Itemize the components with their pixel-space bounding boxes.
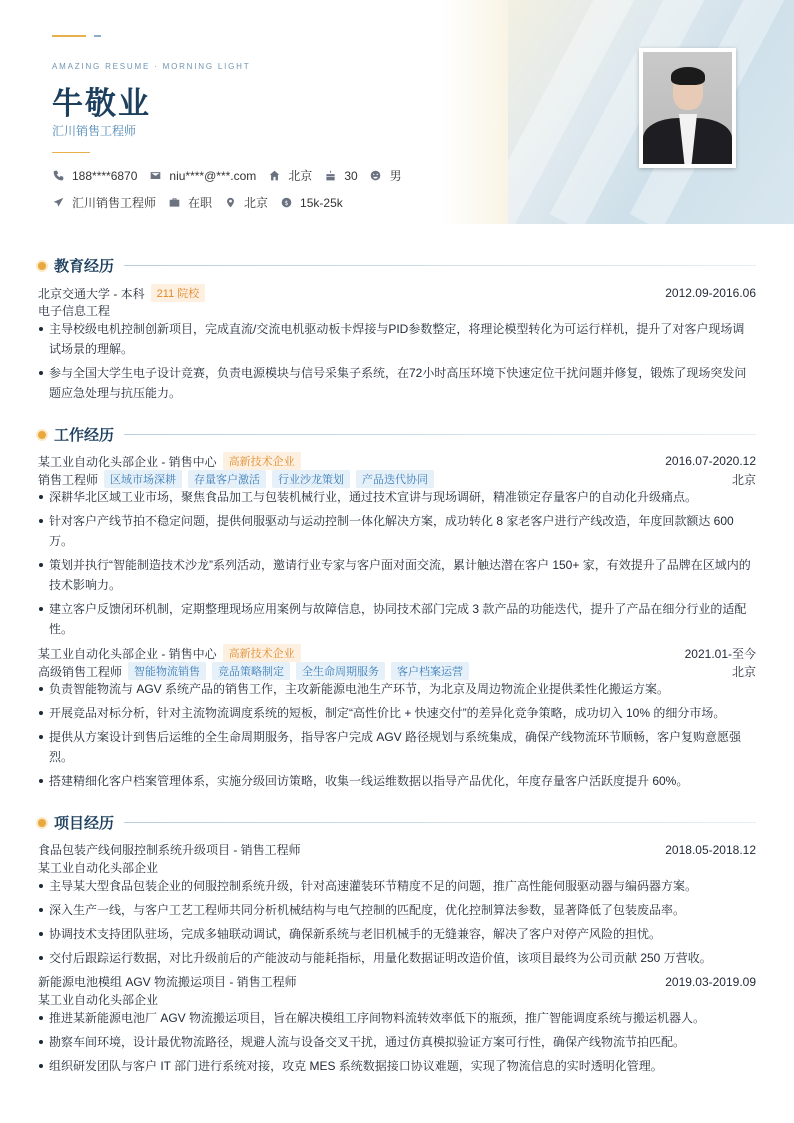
target-city-text: 北京	[244, 196, 269, 210]
skill-tag: 区域市场深耕	[104, 470, 182, 488]
avatar	[643, 52, 732, 164]
work-date: 2021.01-至今	[684, 646, 756, 661]
project-title: 新能源电池模组 AGV 物流搬运项目 - 销售工程师	[38, 975, 297, 989]
section-rule	[124, 822, 756, 823]
education-date: 2012.09-2016.06	[665, 286, 756, 300]
candidate-name: 牛敬业	[52, 86, 151, 121]
target-role-text: 汇川销售工程师	[72, 196, 157, 210]
list-item: 开展竞品对标分析，针对主流物流调度系统的短板，制定“高性价比 + 快速交付”的差异化竞争策略，成功切入 10% 的细分市场。	[38, 703, 756, 723]
skill-tag: 竞品策略制定	[212, 662, 290, 680]
coin-icon	[280, 197, 292, 209]
list-item: 针对客户产线节拍不稳定问题，提供伺服驱动与运动控制一体化解决方案，成功转化 8 家老客户进行产线改造，年度回款额达 600 万。	[38, 511, 756, 551]
skill-tag: 产品迭代协同	[356, 470, 434, 488]
cake-icon	[324, 170, 336, 182]
job-intent-row	[52, 194, 355, 211]
work-1-role	[38, 470, 756, 488]
home-item	[268, 167, 312, 184]
contact-row	[52, 167, 414, 184]
project-date: 2018.05-2018.12	[665, 842, 756, 857]
location-pin-icon	[224, 197, 236, 209]
phone-text: 188****6870	[72, 168, 138, 183]
section-title: 教育经历	[54, 258, 115, 275]
section-dot	[38, 431, 46, 439]
list-item: 负责智能物流与 AGV 系统产品的销售工作，主攻新能源电池生产环节，为北京及周边物流企业提供柔性化搬运方案。	[38, 679, 756, 699]
section-projects	[38, 812, 756, 833]
list-item: 主导校级电机控制创新项目，完成直流/交流电机驱动板卡焊接与PID参数整定，将理论模型转化为可运行样机，提升了对客户现场调试场景的理解。	[38, 319, 756, 359]
home-icon	[268, 170, 280, 182]
age-text: 30	[344, 168, 358, 183]
briefcase-icon	[168, 197, 180, 209]
target-city-item	[224, 194, 268, 211]
target-role-item	[52, 194, 156, 211]
company-tag: 高新技术企业	[223, 452, 301, 470]
decor-line	[52, 35, 86, 37]
project-2-org	[38, 991, 756, 1008]
gender-item	[370, 167, 402, 184]
work-city: 北京	[731, 472, 756, 487]
gender-text: 男	[389, 169, 402, 183]
section-dot	[38, 819, 46, 827]
work-date: 2016.07-2020.12	[665, 454, 756, 468]
major-text: 电子信息工程	[38, 304, 111, 318]
section-dot	[38, 262, 46, 270]
project-1-header	[38, 841, 756, 858]
project-title: 食品包装产线伺服控制系统升级项目 - 销售工程师	[38, 843, 301, 857]
company-name: 某工业自动化头部企业 - 销售中心	[38, 646, 217, 661]
section-title: 项目经历	[54, 815, 115, 832]
phone-icon	[52, 170, 64, 182]
list-item: 组织研发团队与客户 IT 部门进行系统对接，攻克 MES 系统数据接口协议难题，实现了物流信息的实时透明化管理。	[38, 1056, 756, 1076]
work-1-header	[38, 452, 756, 470]
gender-icon	[370, 170, 382, 182]
divider	[52, 152, 90, 153]
phone-item	[52, 169, 137, 183]
list-item: 策划并执行“智能制造技术沙龙”系列活动，邀请行业专家与客户面对面交流，累计触达潜在客户 150+ 家，有效提升了品牌在区域内的技术影响力。	[38, 555, 756, 595]
section-rule	[124, 265, 756, 266]
skill-tag: 全生命周期服务	[296, 662, 385, 680]
salary-text: 15k-25k	[300, 195, 343, 210]
age-item	[324, 169, 357, 183]
role-text: 销售工程师	[38, 472, 99, 487]
profile-photo	[639, 48, 736, 168]
list-item: 提供从方案设计到售后运维的全生命周期服务，指导客户完成 AGV 路径规划与系统集成，确保产线物流环节顺畅，客户复购意愿强烈。	[38, 727, 756, 767]
school-tag: 211 院校	[151, 284, 206, 302]
school-name: 北京交通大学 - 本科	[38, 286, 145, 301]
education-major	[38, 302, 756, 319]
status-text: 在职	[188, 196, 213, 210]
mail-icon	[149, 170, 161, 182]
education-header	[38, 284, 756, 302]
list-item: 建立客户反馈闭环机制，定期整理现场应用案例与故障信息，协同技术部门完成 3 款产品的功能迭代，提升了产品在细分行业的适配性。	[38, 599, 756, 639]
section-work	[38, 424, 756, 445]
job-title: 汇川销售工程师	[52, 124, 137, 138]
skill-tag: 客户档案运营	[391, 662, 469, 680]
list-item: 主导某大型食品包装企业的伺服控制系统升级，针对高速灌装环节精度不足的问题，推广高性能伺服驱动器与编码器方案。	[38, 876, 756, 896]
email-text: niu****@***.com	[169, 168, 257, 183]
work-city: 北京	[731, 664, 756, 679]
company-tag: 高新技术企业	[223, 644, 301, 662]
list-item: 协调技术支持团队驻场，完成多轴联动调试，确保新系统与老旧机械手的无缝兼容，解决了客户对停产风险的担忧。	[38, 924, 756, 944]
svg-text:$: $	[284, 199, 289, 207]
tagline: AMAZING RESUME · MORNING LIGHT	[52, 62, 251, 71]
home-text: 北京	[288, 169, 313, 183]
email-item	[149, 169, 256, 183]
skill-tag: 存量客户激活	[188, 470, 266, 488]
project-date: 2019.03-2019.09	[665, 974, 756, 989]
project-org: 某工业自动化头部企业	[38, 993, 159, 1007]
work-2-header	[38, 644, 756, 662]
project-1-org	[38, 859, 756, 876]
list-item: 推进某新能源电池厂 AGV 物流搬运项目，旨在解决模组工序间物料流转效率低下的瓶颈，推广智能调度系统与搬运机器人。	[38, 1008, 756, 1028]
section-rule	[124, 434, 756, 435]
work-2-role	[38, 662, 756, 680]
list-item: 勘察车间环境，设计最优物流路径，规避人流与设备交叉干扰，通过仿真模拟验证方案可行性，确保产线物流节拍匹配。	[38, 1032, 756, 1052]
company-name: 某工业自动化头部企业 - 销售中心	[38, 454, 217, 469]
project-2-header	[38, 973, 756, 990]
send-icon	[52, 197, 64, 209]
list-item: 深耕华北区域工业市场，聚焦食品加工与包装机械行业，通过技术宣讲与现场调研，精准锁定存量客户的自动化升级痛点。	[38, 487, 756, 507]
list-item: 参与全国大学生电子设计竞赛，负责电源模块与信号采集子系统，在72小时高压环境下快速定位干扰问题并修复，锻炼了现场突发问题应急处理与抗压能力。	[38, 363, 756, 403]
list-item: 搭建精细化客户档案管理体系，实施分级回访策略，收集一线运维数据以指导产品优化，年度存量客户活跃度提升 60%。	[38, 771, 756, 791]
skill-tag: 智能物流销售	[128, 662, 206, 680]
section-education	[38, 255, 756, 276]
project-org: 某工业自动化头部企业	[38, 861, 159, 875]
section-title: 工作经历	[54, 427, 115, 444]
list-item: 深入生产一线，与客户工艺工程师共同分析机械结构与电气控制的匹配度，优化控制算法参数，显著降低了包装废品率。	[38, 900, 756, 920]
salary-item	[280, 196, 343, 210]
role-text: 高级销售工程师	[38, 664, 123, 679]
list-item: 交付后跟踪运行数据，对比升级前后的产能波动与能耗指标，用量化数据证明改造价值，该项目最终为公司贡献 250 万营收。	[38, 948, 756, 968]
skill-tag: 行业沙龙策划	[272, 470, 350, 488]
status-item	[168, 194, 212, 211]
decor-line-short	[94, 35, 101, 37]
